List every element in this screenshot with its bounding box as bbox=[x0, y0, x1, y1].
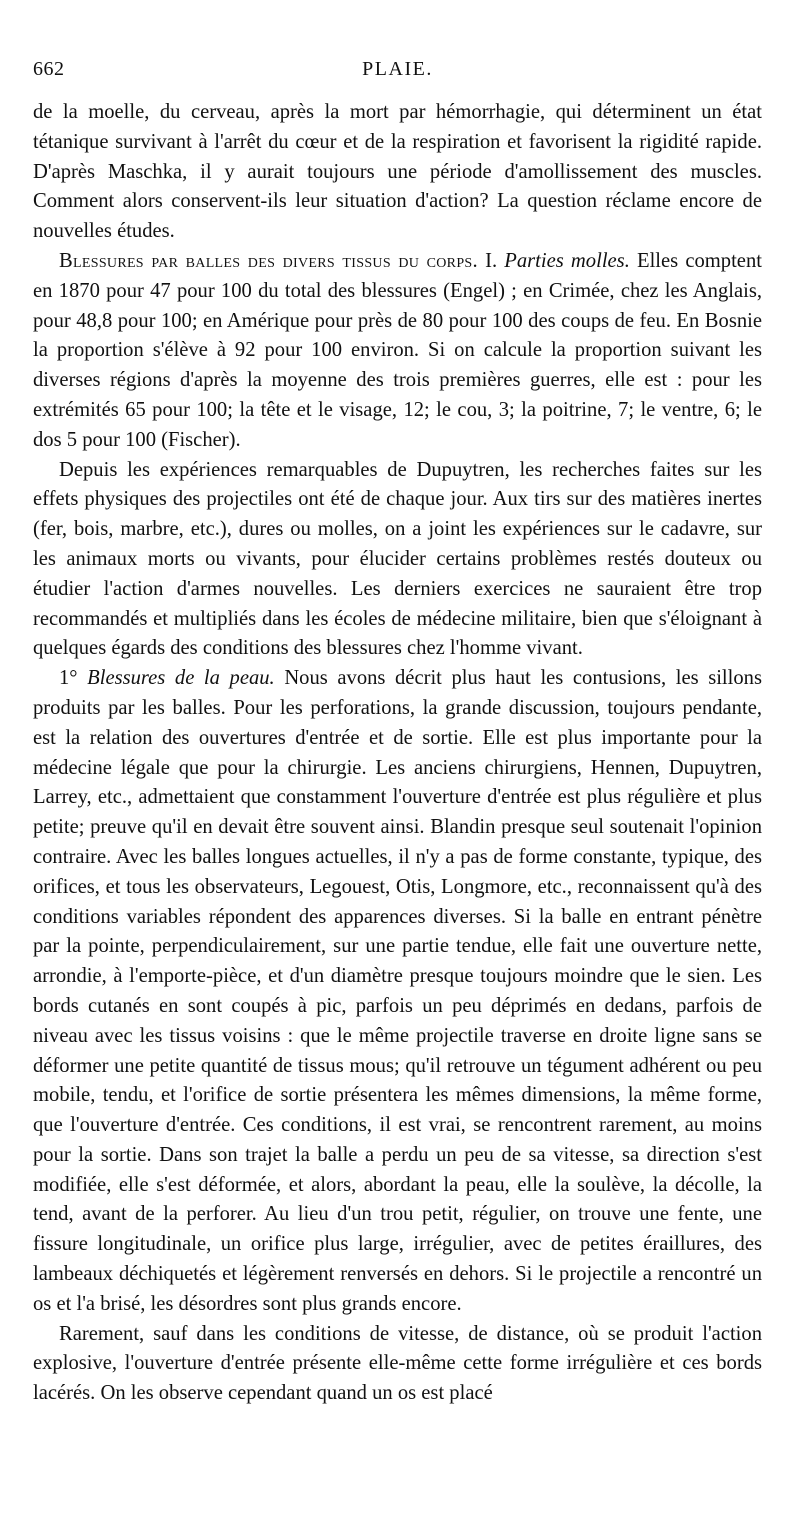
paragraph-entry-openings bbox=[33, 1320, 762, 1409]
item-heading: Blessures de la peau. bbox=[87, 667, 275, 690]
paragraph-section-soft-parts bbox=[33, 247, 762, 456]
running-title: PLAIE. bbox=[362, 58, 433, 80]
paragraph-text: de la moelle, du cerveau, après la mort par hémorrhagie, qui déterminent un état tétanique survivant à l'arrêt du cœur et de la respiration et favorisent la rigidité rapide. D'après Maschka, il y aurait toujours une période d'amollissement des muscles. Comment alors conservent-ils leur situation d'action? La question réclame encore de nouvelles études. bbox=[33, 101, 762, 243]
subsection-number: I. bbox=[485, 249, 498, 272]
paragraph-text: Depuis les expériences remarquables de Dupuytren, les recherches faites sur les effets physiques des projectiles ont été de chaque jour. Aux tirs sur des matières inertes (fer, bois, marbre, etc.), dures ou molles, on a joint les expériences sur le cadavre, sur les animaux morts ou vivants, pour élucider certains problèmes restés douteux ou étudier l'action d'armes nouvelles. Les derniers exercices ne sauraient être trop recommandés et multipliés dans les écoles de médecine militaire, bien que s'éloignant à quelques égards des conditions des blessures chez l'homme vivant. bbox=[33, 458, 762, 660]
paragraph-experiments bbox=[33, 456, 762, 665]
paragraph-text: Elles comptent en 1870 pour 47 pour 100 du total des blessures (Engel) ; en Crimée, chez les Anglais, pour 48,8 pour 100; en Amérique pour près de 80 pour 100 des coups de feu. En Bosnie la proportion s'élève à 92 pour 100 environ. Si on calcule la proportion suivant les diverses régions d'après la moyenne des trois premières guerres, elle est : pour les extrémités 65 pour 100; la tête et le visage, 12; le cou, 3; la poitrine, 7; le ventre, 6; le dos 5 pour 100 (Fischer). bbox=[33, 249, 762, 451]
page-number: 662 bbox=[33, 58, 65, 80]
subsection-heading: Parties molles. bbox=[504, 249, 630, 272]
paragraph-text: Rarement, sauf dans les conditions de vitesse, de distance, où se produit l'action explosive, l'ouverture d'entrée présente elle-même cette forme irrégulière et ces bords lacérés. On les observe cependant quand un os est placé bbox=[33, 1322, 762, 1405]
paragraph-skin-wounds bbox=[33, 664, 762, 1320]
running-header bbox=[33, 58, 762, 88]
item-number: 1° bbox=[59, 667, 78, 690]
paragraph-text: Nous avons décrit plus haut les contusions, les sillons produits par les balles. Pour les perforations, la grande discussion, toujours pendante, est la relation des ouvertures d'entrée et de sortie. Elle est plus importante pour la médecine légale que pour la chirurgie. Les anciens chirurgiens, Hennen, Dupuytren, Larrey, etc., admettaient que constamment l'ouverture d'entrée est plus régulière et plus petite; preuve qu'il en devait être souvent ainsi. Blandin presque seul soutenait l'opinion contraire. Avec les balles longues actuelles, il n'y a pas de forme constante, typique, des orifices, et tous les observateurs, Legouest, Otis, Longmore, etc., reconnaissent qu'à des conditions variables répondent des apparences diverses. Si la balle en entrant pénètre par la pointe, perpendiculairement, sur une partie tendue, elle fait une ouverture nette, arrondie, à l'emporte-pièce, et d'un diamètre presque toujours moindre que le sien. Les bords cutanés en sont coupés à pic, parfois un peu déprimés en dedans, parfois de niveau avec les tissus voisins : que le même projectile traverse en droite ligne sans se déformer une petite quantité de tissus mous; qu'il retrouve un tégument adhérent ou peu mobile, tendu, et l'orifice de sortie présentera les mêmes dimensions, la même forme, que l'ouverture d'entrée. Ces conditions, il est vrai, se rencontrent rarement, au moins pour la sortie. Dans son trajet la balle a perdu un peu de sa vitesse, sa direction s'est modifiée, elle s'est déformée, et alors, abordant la peau, elle la soulève, la décolle, la tend, avant de la perforer. Au lieu d'un trou petit, régulier, on trouve une fente, une fissure longitudinale, un orifice plus large, irrégulier, avec de petites éraillures, des lambeaux déchiquetés et légèrement renversés en dehors. Si le projectile a rencontré un os et l'a brisé, les désordres sont plus grands encore. bbox=[33, 667, 762, 1315]
paragraph-continuation bbox=[33, 98, 762, 247]
section-heading: Blessures par balles des divers tissus du corps. bbox=[59, 249, 478, 272]
